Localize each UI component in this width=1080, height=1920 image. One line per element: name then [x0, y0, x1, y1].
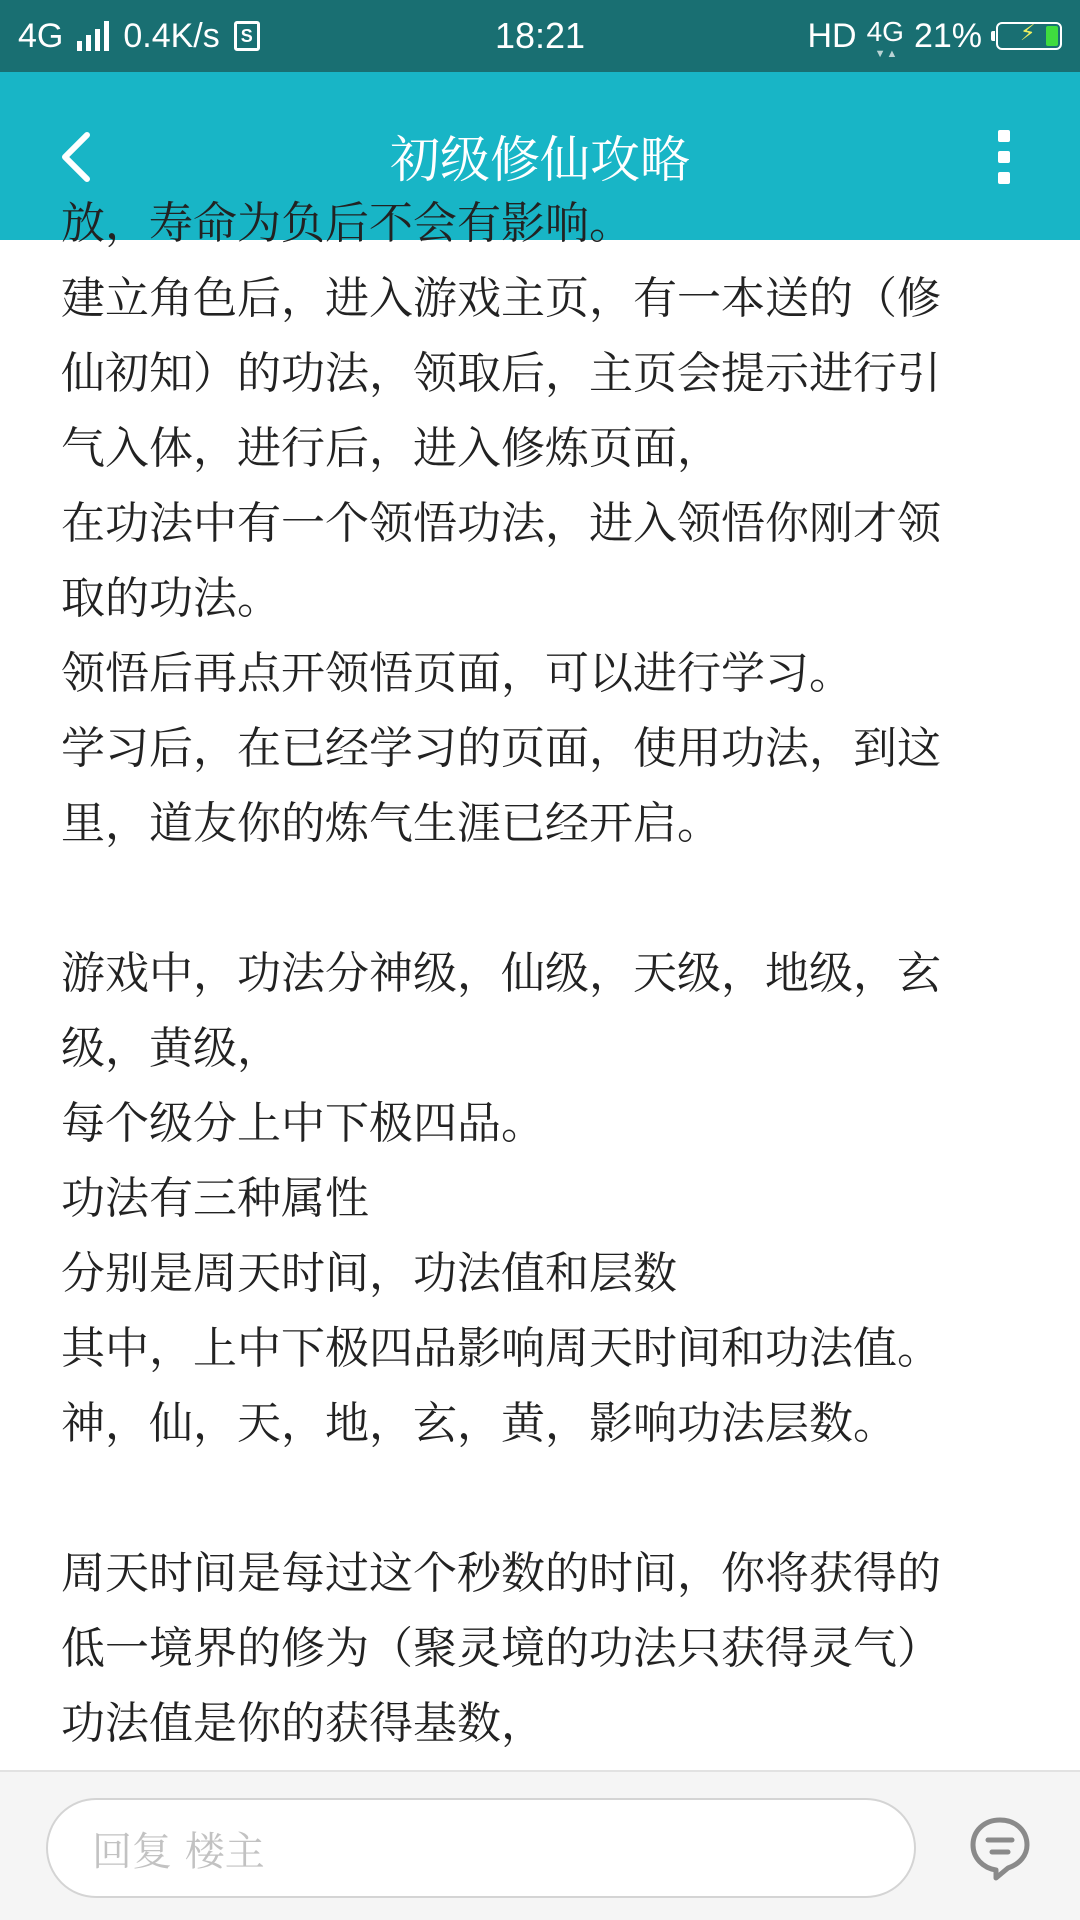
post-line: 取的功法。: [61, 573, 281, 624]
status-bar: [0, 0, 1080, 72]
post-line: 功法值是你的获得基数，: [61, 1698, 545, 1749]
post-line: 周天时间是每过这个秒数的时间，你将获得的: [61, 1548, 941, 1599]
post-line: 仙初知）的功法，领取后，主页会提示进行引: [61, 348, 941, 399]
post-line: 游戏中，功法分神级，仙级，天级，地级，玄: [61, 948, 941, 999]
post-blank-line: [61, 861, 1031, 936]
network-type-right-wrap: [866, 16, 904, 60]
hd-indicator: HD: [807, 16, 857, 55]
post-line: 气入体，进行后，进入修炼页面，: [61, 423, 721, 474]
post-line: 每个级分上中下极四品。: [61, 1098, 545, 1149]
sim-icon-letter: S: [240, 25, 253, 46]
post-line: 低一境界的修为（聚灵境的功法只获得灵气）: [61, 1623, 941, 1674]
more-vertical-icon-dot: [998, 172, 1010, 184]
reply-input[interactable]: [46, 1798, 916, 1898]
network-speed: 0.4K/s: [123, 16, 220, 55]
post-line: 分别是周天时间，功法值和层数: [61, 1248, 677, 1299]
status-time: 18:21: [494, 15, 586, 56]
network-type-right: 4G: [866, 16, 904, 47]
network-type-left: 4G: [18, 16, 64, 55]
post-line: 领悟后再点开领悟页面，可以进行学习。: [61, 648, 853, 699]
battery-icon: [996, 22, 1062, 50]
status-right-group: [807, 0, 1062, 72]
comment-icon[interactable]: [964, 1812, 1036, 1884]
post-line: 级，黄级，: [61, 1023, 281, 1074]
battery-percent: 21%: [913, 16, 982, 55]
post-line: 里，道友你的炼气生涯已经开启。: [61, 798, 721, 849]
post-line: 建立角色后，进入游戏主页，有一本送的（修: [61, 273, 941, 324]
reply-bar: [0, 1770, 1080, 1920]
charging-bolt-icon: ⚡: [1020, 20, 1036, 45]
post-text: [61, 186, 1031, 1761]
data-arrows-icon: ▼▲: [874, 48, 899, 60]
post-content[interactable]: [0, 198, 1080, 1770]
page-title: 初级修仙攻略: [390, 131, 690, 189]
post-line: 其中，上中下极四品影响周天时间和功法值。: [61, 1323, 941, 1374]
post-blank-line: [61, 1461, 1031, 1536]
post-line: 在功法中有一个领悟功法，进入领悟你刚才领: [61, 498, 941, 549]
more-vertical-icon-dot: [998, 130, 1010, 142]
chevron-left-icon: [55, 129, 95, 185]
battery-level-fill: [1046, 26, 1058, 46]
post-line: 学习后，在已经学习的页面，使用功法，到这: [61, 723, 941, 774]
post-line: 神，仙，天，地，玄，黄，影响功法层数。: [61, 1398, 897, 1449]
post-line: 放，寿命为负后不会有影响。: [61, 198, 633, 249]
more-vertical-icon-dot: [998, 151, 1010, 163]
reply-placeholder: 回复 楼主: [92, 1828, 265, 1875]
post-line: 功法有三种属性: [61, 1173, 369, 1224]
